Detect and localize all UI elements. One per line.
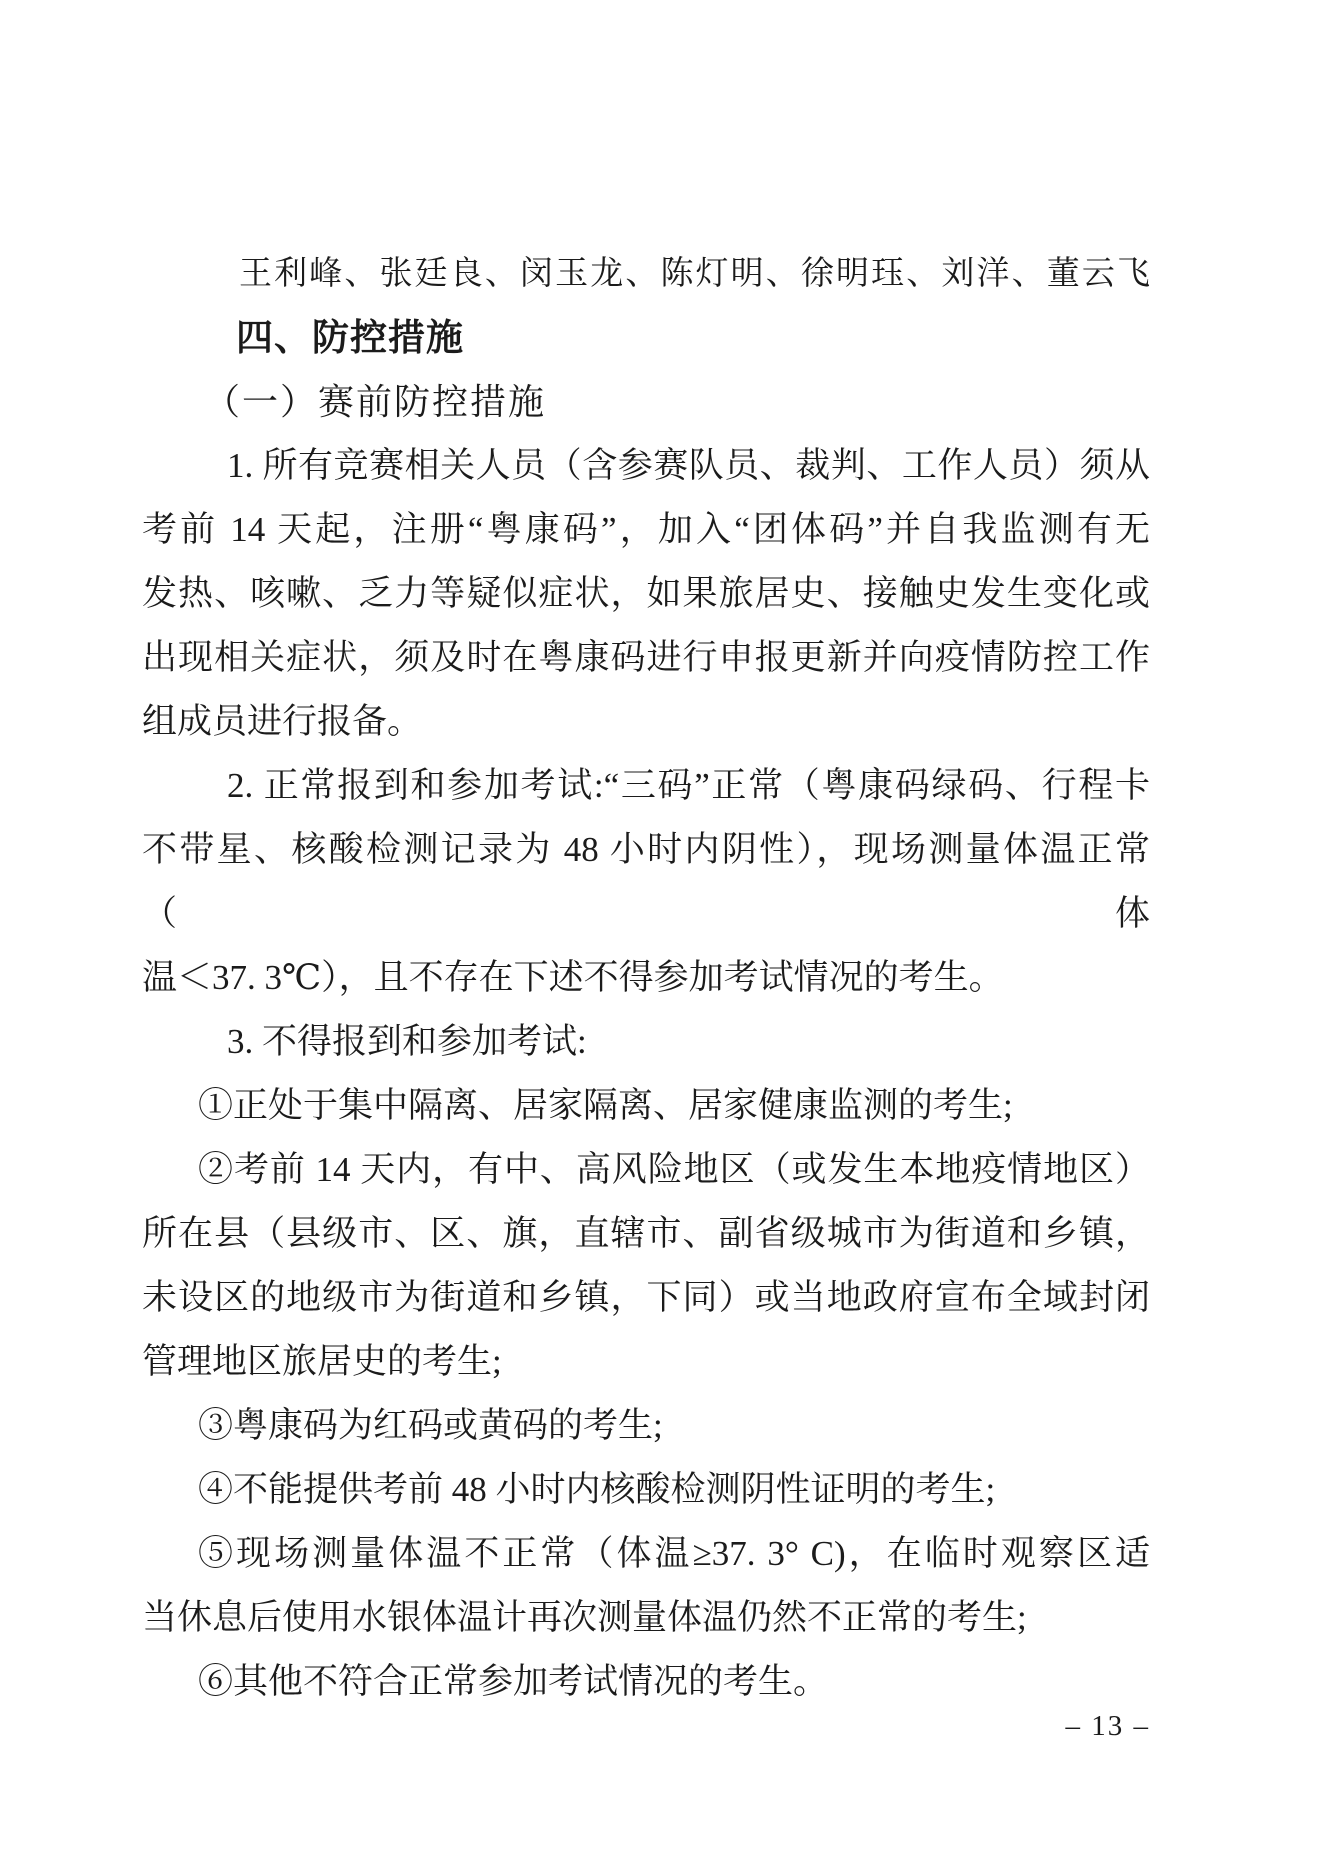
list-item-2-line-2: 所在县（县级市、区、旗，直辖市、副省级城市为街道和乡镇， bbox=[142, 1214, 1150, 1253]
subsection-heading: （一）赛前防控措施 bbox=[204, 382, 547, 422]
paragraph-1-line-2: 考前 14 天起，注册“粤康码”，加入“团体码”并自我监测有无 bbox=[142, 510, 1150, 549]
paragraph-1-line-1: 1. 所有竞赛相关人员（含参赛队员、裁判、工作人员）须从 bbox=[227, 446, 1150, 485]
paragraph-1-line-4: 出现相关症状，须及时在粤康码进行申报更新并向疫情防控工作 bbox=[142, 638, 1150, 677]
list-item-4: ④不能提供考前 48 小时内核酸检测阴性证明的考生; bbox=[198, 1470, 996, 1509]
document-text-block bbox=[142, 242, 1150, 1714]
paragraph-1-line-5: 组成员进行报备。 bbox=[142, 702, 423, 741]
staff-names-line: 王利峰、张廷良、闵玉龙、陈灯明、徐明珏、刘洋、董云飞 bbox=[239, 256, 1150, 292]
list-item-2-line-1: ②考前 14 天内，有中、高风险地区（或发生本地疫情地区） bbox=[198, 1150, 1150, 1189]
section-heading: 四、防控措施 bbox=[236, 317, 464, 358]
paragraph-2-line-2: 不带星、核酸检测记录为 48 小时内阴性），现场测量体温正常（体 bbox=[142, 830, 1150, 933]
paragraph-1-line-3: 发热、咳嗽、乏力等疑似症状，如果旅居史、接触史发生变化或 bbox=[142, 574, 1150, 613]
list-item-1: ①正处于集中隔离、居家隔离、居家健康监测的考生; bbox=[198, 1086, 1013, 1125]
list-item-6: ⑥其他不符合正常参加考试情况的考生。 bbox=[198, 1662, 829, 1701]
paragraph-2-line-3: 温＜37. 3℃），且不存在下述不得参加考试情况的考生。 bbox=[142, 958, 1004, 997]
list-item-5-line-1: ⑤现场测量体温不正常（体温≥37. 3° C)，在临时观察区适 bbox=[198, 1534, 1150, 1573]
paragraph-2-line-1: 2. 正常报到和参加考试:“三码”正常（粤康码绿码、行程卡 bbox=[227, 766, 1150, 805]
list-item-3: ③粤康码为红码或黄码的考生; bbox=[198, 1406, 663, 1445]
page-number: – 13 – bbox=[1065, 1710, 1150, 1742]
list-item-5-line-2: 当休息后使用水银体温计再次测量体温仍然不正常的考生; bbox=[142, 1598, 1027, 1637]
list-item-2-line-4: 管理地区旅居史的考生; bbox=[142, 1342, 502, 1381]
list-item-2-line-3: 未设区的地级市为街道和乡镇，下同）或当地政府宣布全域封闭 bbox=[142, 1278, 1150, 1317]
paragraph-3-heading: 3. 不得报到和参加考试: bbox=[227, 1022, 587, 1061]
